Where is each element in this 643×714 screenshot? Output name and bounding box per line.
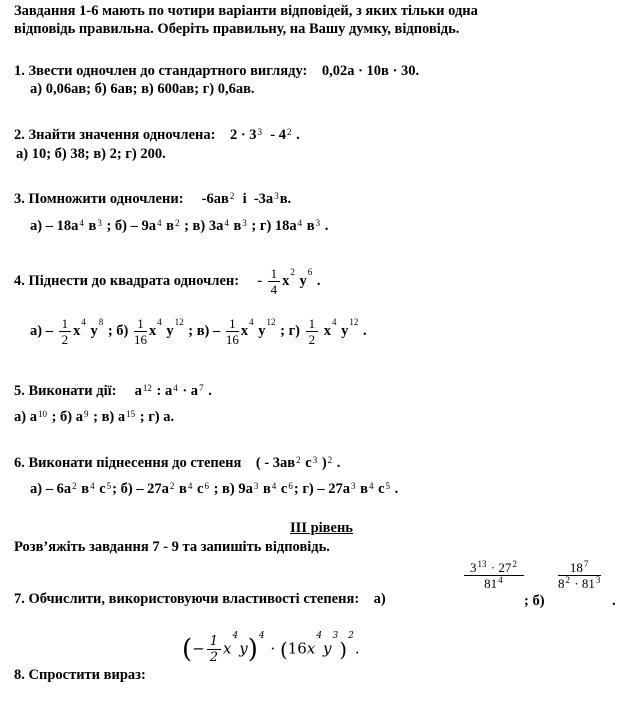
question-8-text: 8. Спростити вираз: <box>14 667 146 683</box>
question-1-answers: а) 0,06ав; б) 6ав; в) 600ав; г) 0,6ав. <box>30 81 255 97</box>
question-3-expression: $-6ав^2$ і $-3а^3в$. <box>201 191 292 207</box>
question-3-text: 3. Помножити одночлени: <box>14 191 184 207</box>
question-2-answers: а) 10; б) 38; в) 2; г) 200. <box>16 146 166 162</box>
instructions-line-1: Завдання 1-6 мають по чотири варіанти відповідей, з яких тільки одна <box>14 3 478 19</box>
level-subtitle: Розв’яжіть завдання 7 - 9 та запишіть відповідь. <box>14 539 330 555</box>
question-3-answers: $а) - 18а^4$ $в^3$ ; $б) - 9а^4$ $в^2$ ; в) $3а^4$ $в^3$ ; г) $18а^4$ $в^3$ . <box>30 218 329 234</box>
question-5-answers: а) $а^{10}$ ; б) $а^9$ ; в) $а^{15}$ ; г) а. <box>14 409 175 425</box>
question-7-fraction-b: $\frac{18^7}{8^2 \cdot 81^3}$ <box>558 559 601 591</box>
question-4-answers: а) – $\frac{1}{2}$ $x^4$ $y^8$ ; б) $\frac{1}{16}$ $x^4$ $y^{12}$ ; в) – $\frac{1}{16}$ $x^4$ $y^{12}$ ; г) $\frac{1}{2}$ $x^4$ $y^{12}$ . <box>30 316 367 347</box>
question-2-text: 2. Знайти значення одночлена: <box>14 127 216 143</box>
question-7-option-b-label: б) <box>532 593 545 609</box>
question-1-text: 1. Звести одночлен до стандартного вигляду: <box>14 63 308 79</box>
question-6 <box>14 454 340 472</box>
question-6-expression: ( - $3ав^2$ $с^3$ )$^2$ . <box>255 455 341 471</box>
question-7-option-a-label: а) <box>373 591 386 607</box>
level-title: ІІІ рівень <box>290 520 353 536</box>
question-6-text: 6. Виконати піднесення до степеня <box>14 455 242 471</box>
question-4-expression: - $\frac{1}{4}$ $x^2$ $y^6$ . <box>257 266 321 297</box>
question-8-expression: (− $\frac{1}{2}$ $x^4y)^4 \cdot (16x^4y^3)^2$. <box>182 631 360 665</box>
question-7 <box>14 590 386 608</box>
question-4-text: 4. Піднести до квадрата одночлен: <box>14 272 240 289</box>
question-5-expression: $а^{12}$ : $а^4 \cdot а^7$ . <box>134 383 212 399</box>
question-1 <box>14 62 419 80</box>
question-7-option-b: ; б) <box>524 593 545 609</box>
question-7-text: 7. Обчислити, використовуючи властивості степеня: <box>14 591 360 607</box>
question-6-answers: $а) - 6а^2$ $в^4$ $с^5$; $б) - 27а^2$ $в^4$ $с^6$ ; в) $9а^3$ $в^4$ $с^6$; $г) - 27а^3$ $в^4$ $с^5$ . <box>30 481 399 497</box>
question-7-fraction-a: $\frac{3^{13} \cdot 27^2}{81^4}$ <box>462 560 526 591</box>
question-2-expression: $2 \cdot 3^3 - 4^2$ . <box>229 127 300 143</box>
question-2 <box>14 126 300 144</box>
question-4 <box>14 266 321 297</box>
question-5 <box>14 382 212 400</box>
question-7-end: . <box>612 593 616 609</box>
question-5-text: 5. Виконати дії: <box>14 383 117 399</box>
question-3 <box>14 190 291 208</box>
question-1-expression: 0,02а · 10в · 30. <box>321 63 420 79</box>
instructions-line-2: відповідь правильна. Оберіть правильну, на Вашу думку, відповідь. <box>14 21 460 37</box>
